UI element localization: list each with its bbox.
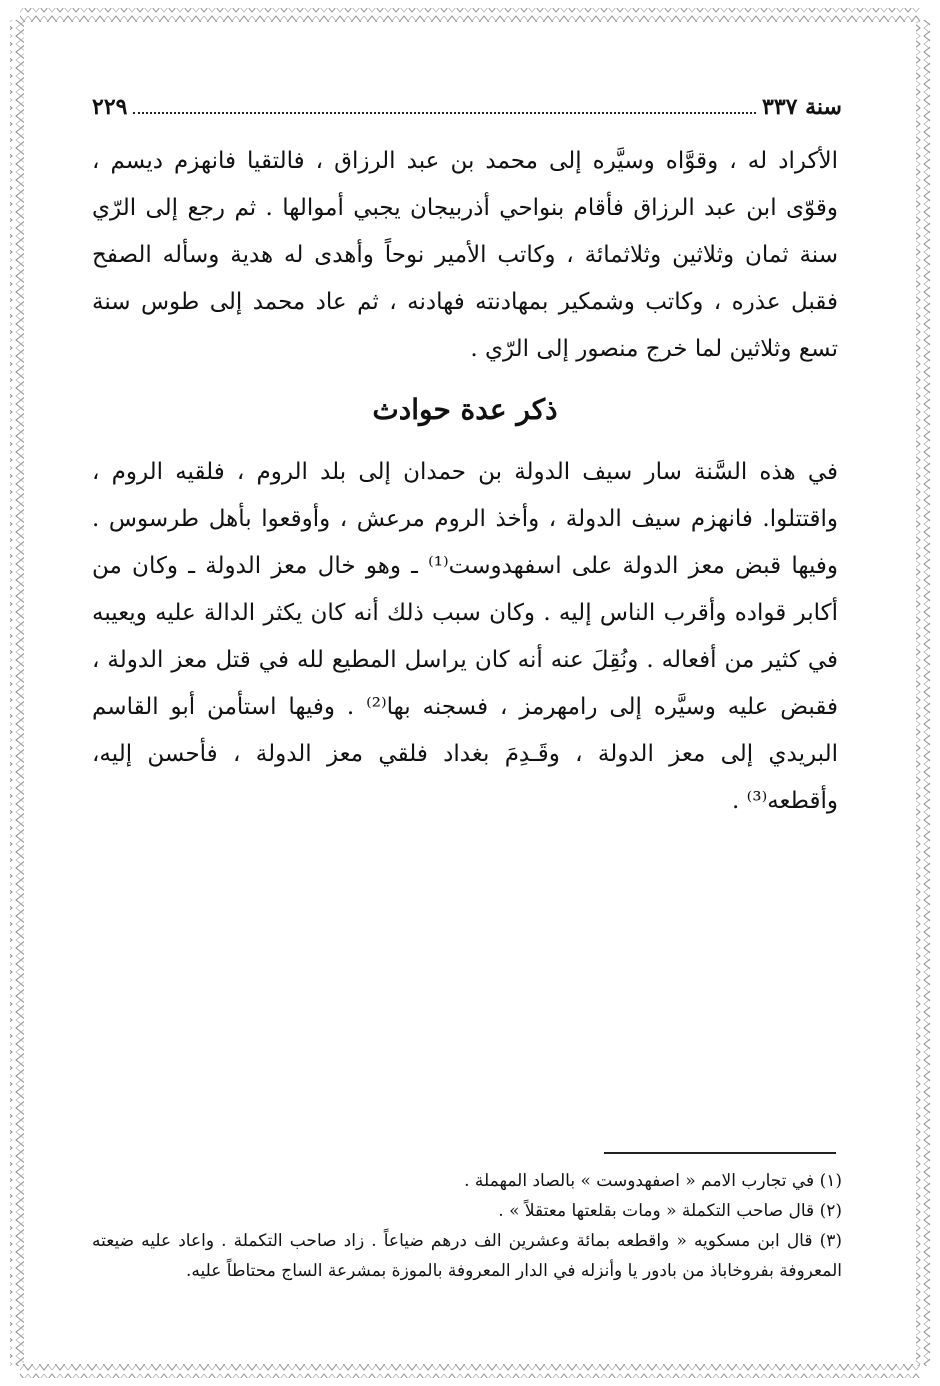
- decorative-border-top: [0, 0, 940, 28]
- running-title: سنة ٣٣٧: [762, 94, 842, 120]
- decorative-border-bottom: [0, 1358, 940, 1386]
- leader-dots: [133, 112, 756, 114]
- section-heading: ذكر عدة حوادث: [372, 393, 558, 426]
- footnote-2: (٢) قال صاحب التكملة « ومات بقلعتها معتقلاً » .: [498, 1201, 842, 1221]
- footnote-3: (٣) قال ابن مسكويه « واقطعه بمائة وعشرين الف درهم ضياعاً . زاد صاحب التكملة . واعاد عليه ضيعته المعروفة بفروخاباذ من بادور يا وأنزله في الدار المعروفة بالموزة بمشرعة الساج محتاطاً عليه.: [92, 1231, 842, 1281]
- running-header: [92, 88, 842, 120]
- page-number: ٢٢٩: [92, 94, 128, 120]
- paragraph-1: الأكراد له ، وقوَّاه وسيَّره إلى محمد بن عبد الرزاق ، فالتقيا فانهزم ديسم ، وقوّى ابن عبد الرزاق فأقام بنواحي أذربيجان يجبي أموالها . ثم رجع إلى الرّي سنة ثمان وثلاثين وثلاثمائة ، وكاتب الأمير نوحاً وأهدى له هدية وسأله الصفح فقبل عذره ، وكاتب وشمكير بمهادنته فهادنه ، ثم عاد محمد إلى طوس سنة تسع وثلاثين لما خرج منصور إلى الرّي .: [92, 148, 838, 362]
- main-text: [92, 138, 838, 825]
- paragraph-2: في هذه السَّنة سار سيف الدولة بن حمدان إلى بلد الروم ، فلقيه الروم ، واقتتلوا. فانهزم سيف الدولة ، وأخذ الروم مرعش ، وأوقعوا بأهل طرسوس . وفيها قبض معز الدولة على اسفهدوست⁽¹⁾ ـ وهو خال معز الدولة ـ وكان من أكابر قواده وأقرب الناس إليه . وكان سبب ذلك أنه كان يكثر الدالة عليه ويعيبه في كثير من أفعاله . ونُقِلَ عنه أنه كان يراسل المطيع لله في قتل معز الدولة ، فقبض عليه وسيَّره إلى رامهرمز ، فسجنه بها⁽²⁾ . وفيها استأمن أبو القاسم البريدي إلى معز الدولة ، وقَـدِمَ بغداد فلقي معز الدولة ، فأحسن إليه، وأقطعه⁽³⁾ .: [92, 459, 838, 814]
- decorative-border-left: [0, 0, 30, 1386]
- decorative-border-right: [908, 0, 940, 1386]
- footnote-1: (١) في تجارب الامم « اصفهدوست » بالصاد المهملة .: [464, 1171, 842, 1191]
- footnotes: [92, 1166, 842, 1286]
- footnote-divider: [604, 1152, 836, 1154]
